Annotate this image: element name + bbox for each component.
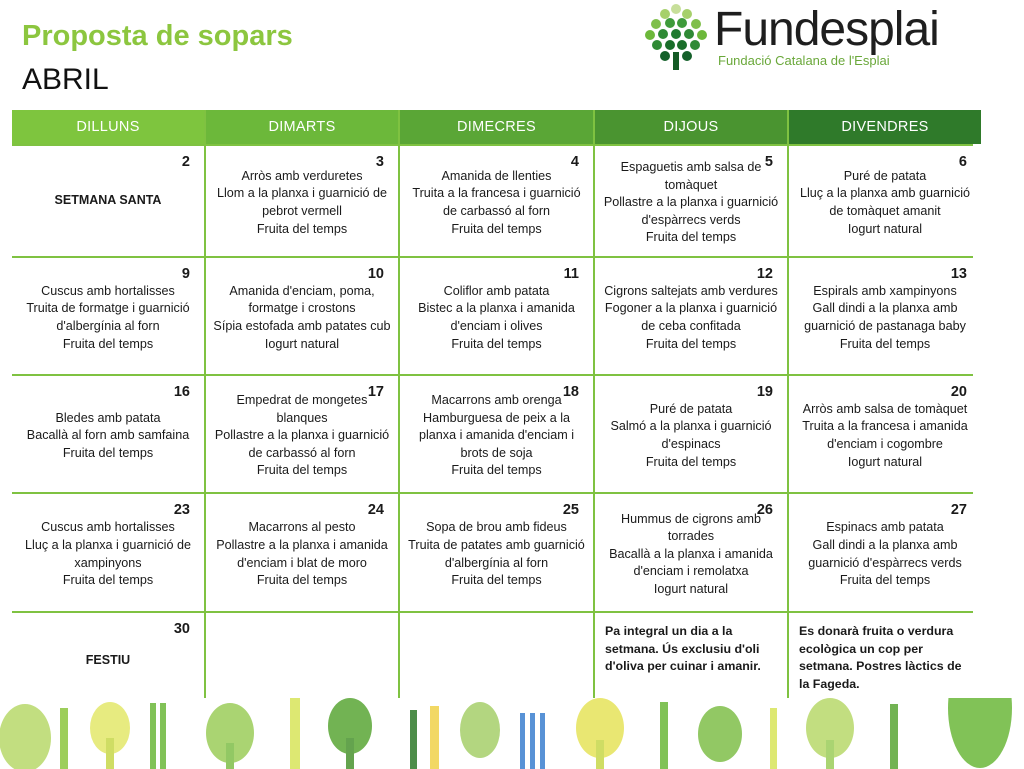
- menu-text: [601, 159, 781, 247]
- day-number: 10: [367, 266, 384, 282]
- bread-oil-note: [595, 613, 787, 708]
- dessert: Fruita del temps: [645, 230, 737, 245]
- dessert: Iogurt natural: [264, 336, 340, 351]
- first-course: Amanida d'enciam, poma, formatge i crostons: [229, 283, 375, 316]
- dessert: Fruita del temps: [645, 336, 737, 351]
- dessert: Fruita del temps: [451, 221, 542, 236]
- menu-text: [795, 168, 975, 238]
- first-course: Sopa de brou amb fideus: [426, 520, 567, 535]
- menu-text: [795, 283, 975, 353]
- day-header-monday: DILLUNS: [12, 110, 204, 144]
- organic-fruit-note: [789, 613, 981, 708]
- day-number: 30: [173, 621, 190, 637]
- second-course: Salmó a la planxa i guarnició d'espinacs: [610, 419, 772, 451]
- day-number: 18: [562, 384, 579, 400]
- day-cell: [789, 258, 981, 374]
- second-course: Pollastre a la planxa i guarnició d'espàrrecs verds: [603, 195, 779, 227]
- holiday-label: SETMANA SANTA: [54, 193, 162, 208]
- day-number: 12: [756, 266, 773, 282]
- day-cell: [206, 258, 398, 374]
- day-number: 26: [756, 502, 773, 518]
- first-course: Espinacs amb patata: [826, 520, 944, 535]
- day-cell: [595, 376, 787, 492]
- first-course: Macarrons amb orenga: [431, 393, 562, 408]
- menu-text: [795, 519, 975, 589]
- second-course: Pollastre a la planxa i guarnició de carbassó al forn: [214, 428, 390, 460]
- dessert: Fruita del temps: [62, 336, 154, 351]
- menu-text: [601, 283, 781, 353]
- first-course: Empedrat de mongetes blanques: [236, 393, 368, 425]
- first-course: Amanida de llenties: [441, 168, 552, 183]
- day-cell: [400, 146, 593, 256]
- day-cell: [400, 376, 593, 492]
- day-number: 19: [756, 384, 773, 400]
- first-course: Puré de patata: [649, 401, 733, 416]
- second-course: Lluç a la planxa i guarnició de xampinyons: [25, 537, 191, 570]
- dessert: Fruita del temps: [256, 221, 348, 236]
- day-number: 4: [570, 154, 579, 170]
- cutlery-decoration-icon: [0, 698, 1024, 769]
- second-course: Sípia estofada amb patates cub: [213, 319, 391, 333]
- second-course: Truita a la francesa i amanida d'enciam i cogombre: [802, 419, 968, 451]
- empty-cell: [400, 613, 593, 708]
- logo-subtitle: Fundació Catalana de l'Esplai: [718, 53, 890, 68]
- menu-text: [212, 392, 392, 480]
- day-number: 9: [181, 266, 190, 282]
- day-number: 17: [367, 384, 384, 400]
- dessert: Iogurt natural: [847, 454, 923, 469]
- second-course: Pollastre a la planxa i amanida d'enciam i blat de moro: [216, 537, 388, 570]
- first-course: Macarrons al pesto: [248, 520, 356, 535]
- first-course: Arròs amb salsa de tomàquet: [802, 401, 968, 416]
- day-number: 23: [173, 502, 190, 518]
- second-course: Truita de formatge i guarnició d'albergínia al forn: [26, 301, 190, 333]
- dessert: Fruita del temps: [645, 454, 737, 469]
- day-cell: [789, 494, 981, 611]
- day-cell: [206, 494, 398, 611]
- day-number: 11: [563, 266, 579, 282]
- day-number: 3: [375, 154, 384, 170]
- second-course: Bistec a la planxa i amanida d'enciam i olives: [418, 301, 575, 333]
- dessert: Iogurt natural: [653, 581, 729, 596]
- dessert: Fruita del temps: [451, 463, 542, 478]
- menu-text: [406, 168, 587, 238]
- dessert: Fruita del temps: [451, 573, 542, 588]
- menu-text: [795, 401, 975, 471]
- menu-text: [601, 511, 781, 599]
- holiday-label: FESTIU: [85, 652, 131, 667]
- first-course: Espirals amb xampinyons: [813, 283, 957, 298]
- day-header-wednesday: DIMECRES: [400, 110, 593, 144]
- day-header-tuesday: DIMARTS: [206, 110, 398, 144]
- day-cell: [12, 258, 204, 374]
- day-cell: [12, 613, 204, 708]
- day-number: 2: [181, 154, 190, 170]
- page-title: Proposta de sopars: [22, 20, 293, 52]
- dessert: Iogurt natural: [847, 221, 923, 236]
- menu-text: [212, 519, 392, 589]
- day-cell: [789, 376, 981, 492]
- first-course: Cigrons saltejats amb verdures: [604, 283, 778, 298]
- second-course: Bacallà al forn amb samfaina: [26, 428, 190, 443]
- tree-logo-icon: [640, 0, 712, 72]
- month-label: ABRIL: [22, 63, 109, 96]
- empty-cell: [206, 613, 398, 708]
- second-course: Hamburguesa de peix a la planxa i amanida d'enciam i brots de soja: [418, 410, 575, 460]
- menu-calendar-grid: [12, 110, 973, 698]
- day-number: 5: [764, 154, 773, 170]
- day-cell: [789, 146, 981, 256]
- dessert: Fruita del temps: [256, 573, 348, 588]
- first-course: Hummus de cigrons amb torrades: [621, 511, 761, 544]
- second-course: Gall dindi a la planxa amb guarnició de pastanaga baby: [804, 301, 966, 333]
- day-cell: [595, 146, 787, 256]
- second-course: Llom a la planxa i guarnició de pebrot vermell: [216, 186, 388, 218]
- note-text: Es donarà fruita o verdura ecològica un cop per setmana. Postres làctics de la Fageda.: [799, 624, 962, 691]
- day-cell: [595, 258, 787, 374]
- day-number: 20: [950, 384, 967, 400]
- menu-text: [212, 283, 392, 353]
- logo-name: Fundesplai: [714, 3, 939, 56]
- day-cell: [400, 258, 593, 374]
- second-course: Truita de patates amb guarnició d'albergínia al forn: [408, 537, 585, 570]
- day-header-friday: DIVENDRES: [789, 110, 981, 144]
- day-number: 27: [950, 502, 967, 518]
- first-course: Arròs amb verduretes: [241, 168, 363, 183]
- menu-text: [406, 519, 587, 589]
- first-course: Espaguetis amb salsa de tomàquet: [620, 160, 762, 192]
- second-course: Truita a la francesa i guarnició de carbassó al forn: [412, 186, 581, 218]
- note-text: Pa integral un dia a la setmana. Ús exclusiu d'oli d'oliva per cuinar i amanir.: [605, 624, 761, 674]
- first-course: Cuscus amb hortalisses: [41, 283, 175, 298]
- dessert: Fruita del temps: [839, 573, 931, 588]
- menu-text: [406, 392, 587, 480]
- day-number: 25: [562, 502, 579, 518]
- menu-text: [212, 168, 392, 238]
- day-cell: [595, 494, 787, 611]
- first-course: Puré de patata: [843, 168, 927, 183]
- second-course: Gall dindi a la planxa amb guarnició d'espàrrecs verds: [808, 537, 962, 570]
- day-header-thursday: DIJOUS: [595, 110, 787, 144]
- menu-text: [18, 519, 198, 589]
- first-course: Coliflor amb patata: [443, 283, 550, 298]
- dessert: Fruita del temps: [256, 463, 348, 478]
- day-cell: [12, 146, 204, 256]
- menu-text: [18, 283, 198, 353]
- menu-text: [601, 401, 781, 471]
- menu-text: [27, 410, 189, 463]
- second-course: Bacallà a la planxa i amanida d'enciam i remolatxa: [609, 546, 773, 579]
- second-course: Lluç a la planxa amb guarnició de tomàquet amanit: [799, 186, 971, 218]
- dessert: Fruita del temps: [62, 445, 154, 460]
- day-cell: [206, 376, 398, 492]
- menu-text: [406, 283, 587, 353]
- day-number: 24: [367, 502, 384, 518]
- day-number: 13: [950, 266, 967, 282]
- dessert: Fruita del temps: [451, 336, 542, 351]
- second-course: Fogoner a la planxa i guarnició de ceba confitada: [604, 301, 778, 333]
- first-course: Bledes amb patata: [55, 410, 161, 425]
- day-cell: [400, 494, 593, 611]
- dessert: Fruita del temps: [62, 573, 154, 588]
- day-number: 16: [173, 384, 190, 400]
- day-cell: [12, 376, 204, 492]
- dessert: Fruita del temps: [839, 336, 931, 351]
- first-course: Cuscus amb hortalisses: [41, 520, 175, 535]
- day-cell: [206, 146, 398, 256]
- day-cell: [12, 494, 204, 611]
- fundesplai-logo: [640, 0, 985, 72]
- day-number: 6: [958, 154, 967, 170]
